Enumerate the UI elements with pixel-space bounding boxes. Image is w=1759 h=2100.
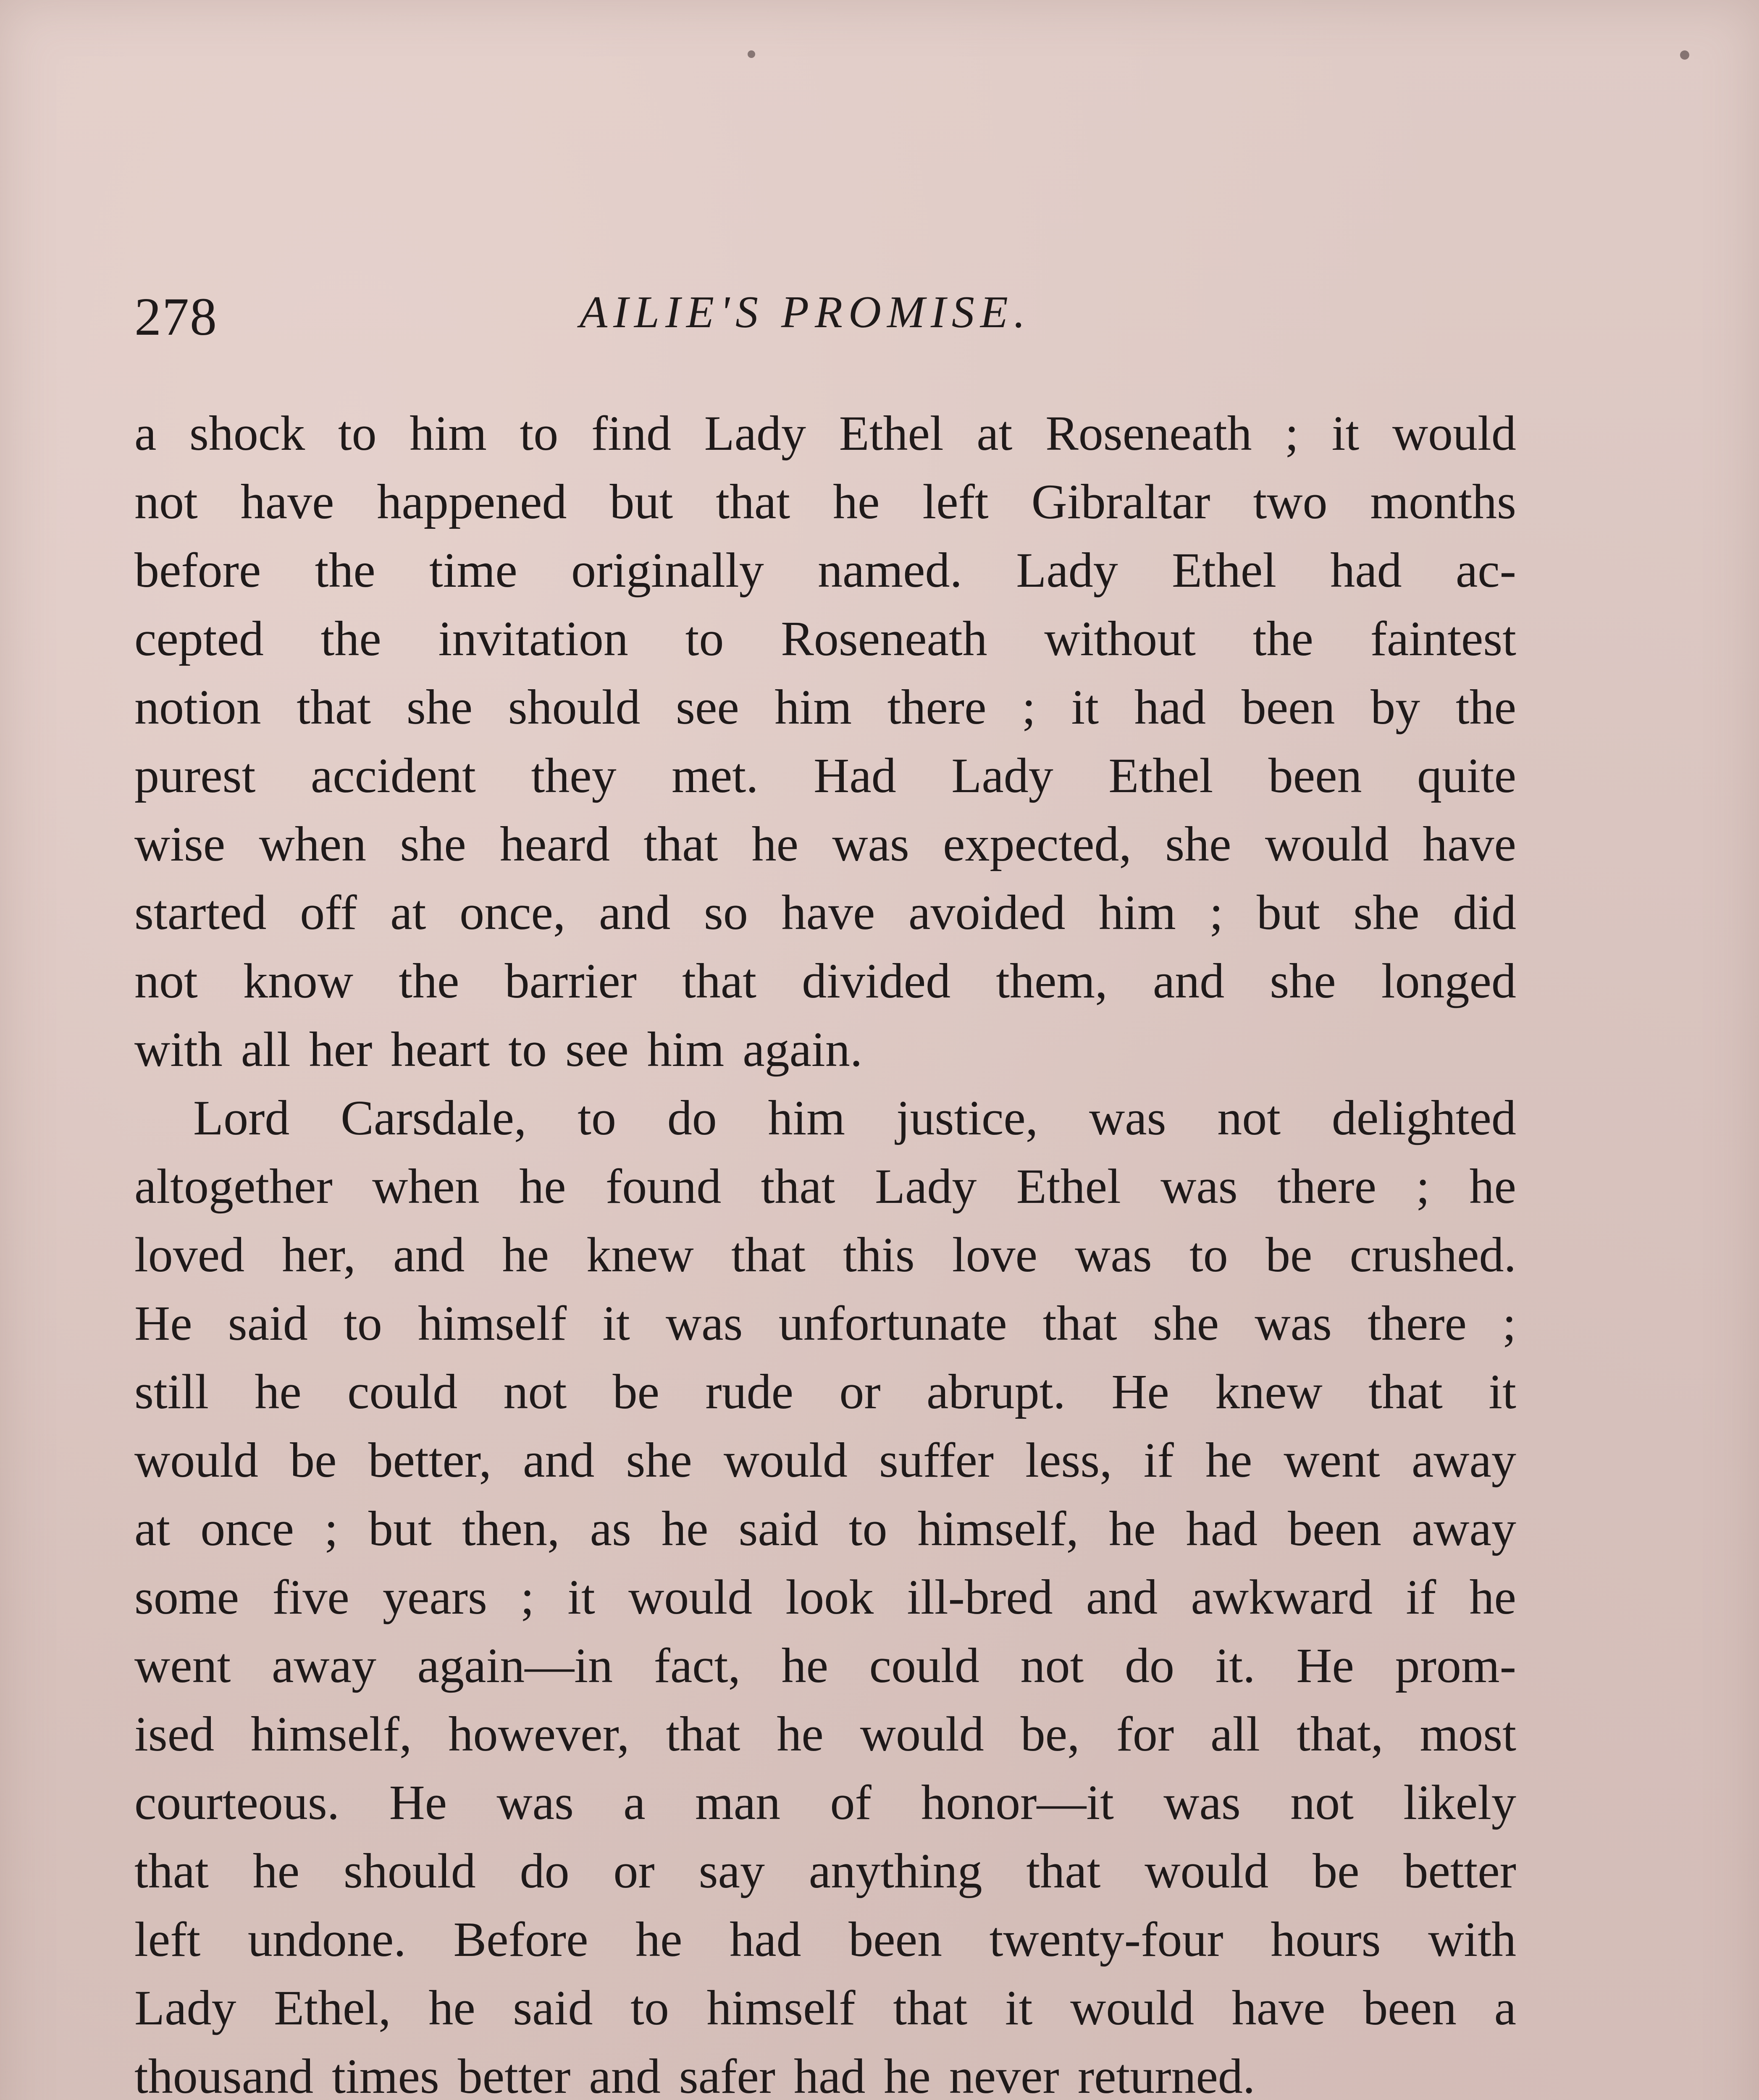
text-line: purest accident they met. Had Lady Ethel been quite [134, 748, 1516, 803]
running-head: AILIE'S PROMISE. [580, 287, 1031, 337]
text-line: would be better, and she would suffer less, if he went away [134, 1433, 1516, 1488]
text-line: went away again—in fact, he could not do it. He prom- [134, 1638, 1516, 1693]
text-line: with all her heart to see him again. [134, 1022, 863, 1077]
text-line: thousand times better and safer had he never returned. [134, 2049, 1255, 2100]
text-line: started off at once, and so have avoided him ; but she did [134, 885, 1516, 940]
text-line: left undone. Before he had been twenty-four hours with [134, 1912, 1516, 1967]
text-line: altogether when he found that Lady Ethel was there ; he [134, 1159, 1516, 1214]
text-line: not know the barrier that divided them, and she longed [134, 953, 1516, 1008]
text-line: He said to himself it was unfortunate that she was there ; [134, 1296, 1516, 1351]
paper-speck [1680, 50, 1689, 60]
text-line: at once ; but then, as he said to himself, he had been away [134, 1501, 1516, 1556]
text-line: loved her, and he knew that this love was to be crushed. [134, 1227, 1516, 1282]
page-number: 278 [134, 287, 218, 346]
text-line: a shock to him to find Lady Ethel at Roseneath ; it would [134, 406, 1516, 461]
text-line: before the time originally named. Lady Ethel had ac- [134, 543, 1516, 598]
text-line: still he could not be rude or abrupt. He knew that it [134, 1364, 1516, 1419]
text-line: Lord Carsdale, to do him justice, was not delighted [193, 1090, 1516, 1145]
text-line: not have happened but that he left Gibraltar two months [134, 474, 1516, 529]
text-line: cepted the invitation to Roseneath without the faintest [134, 611, 1516, 666]
body-text [134, 399, 1516, 2100]
text-line: some five years ; it would look ill-bred and awkward if he [134, 1570, 1516, 1625]
paper-speck [748, 50, 755, 58]
text-line: notion that she should see him there ; it had been by the [134, 680, 1516, 735]
text-line: courteous. He was a man of honor—it was not likely [134, 1775, 1516, 1830]
text-line: Lady Ethel, he said to himself that it would have been a [134, 1980, 1516, 2035]
text-line: ised himself, however, that he would be, for all that, most [134, 1706, 1516, 1761]
text-line: that he should do or say anything that would be better [134, 1843, 1516, 1898]
text-line: wise when she heard that he was expected, she would have [134, 816, 1516, 872]
